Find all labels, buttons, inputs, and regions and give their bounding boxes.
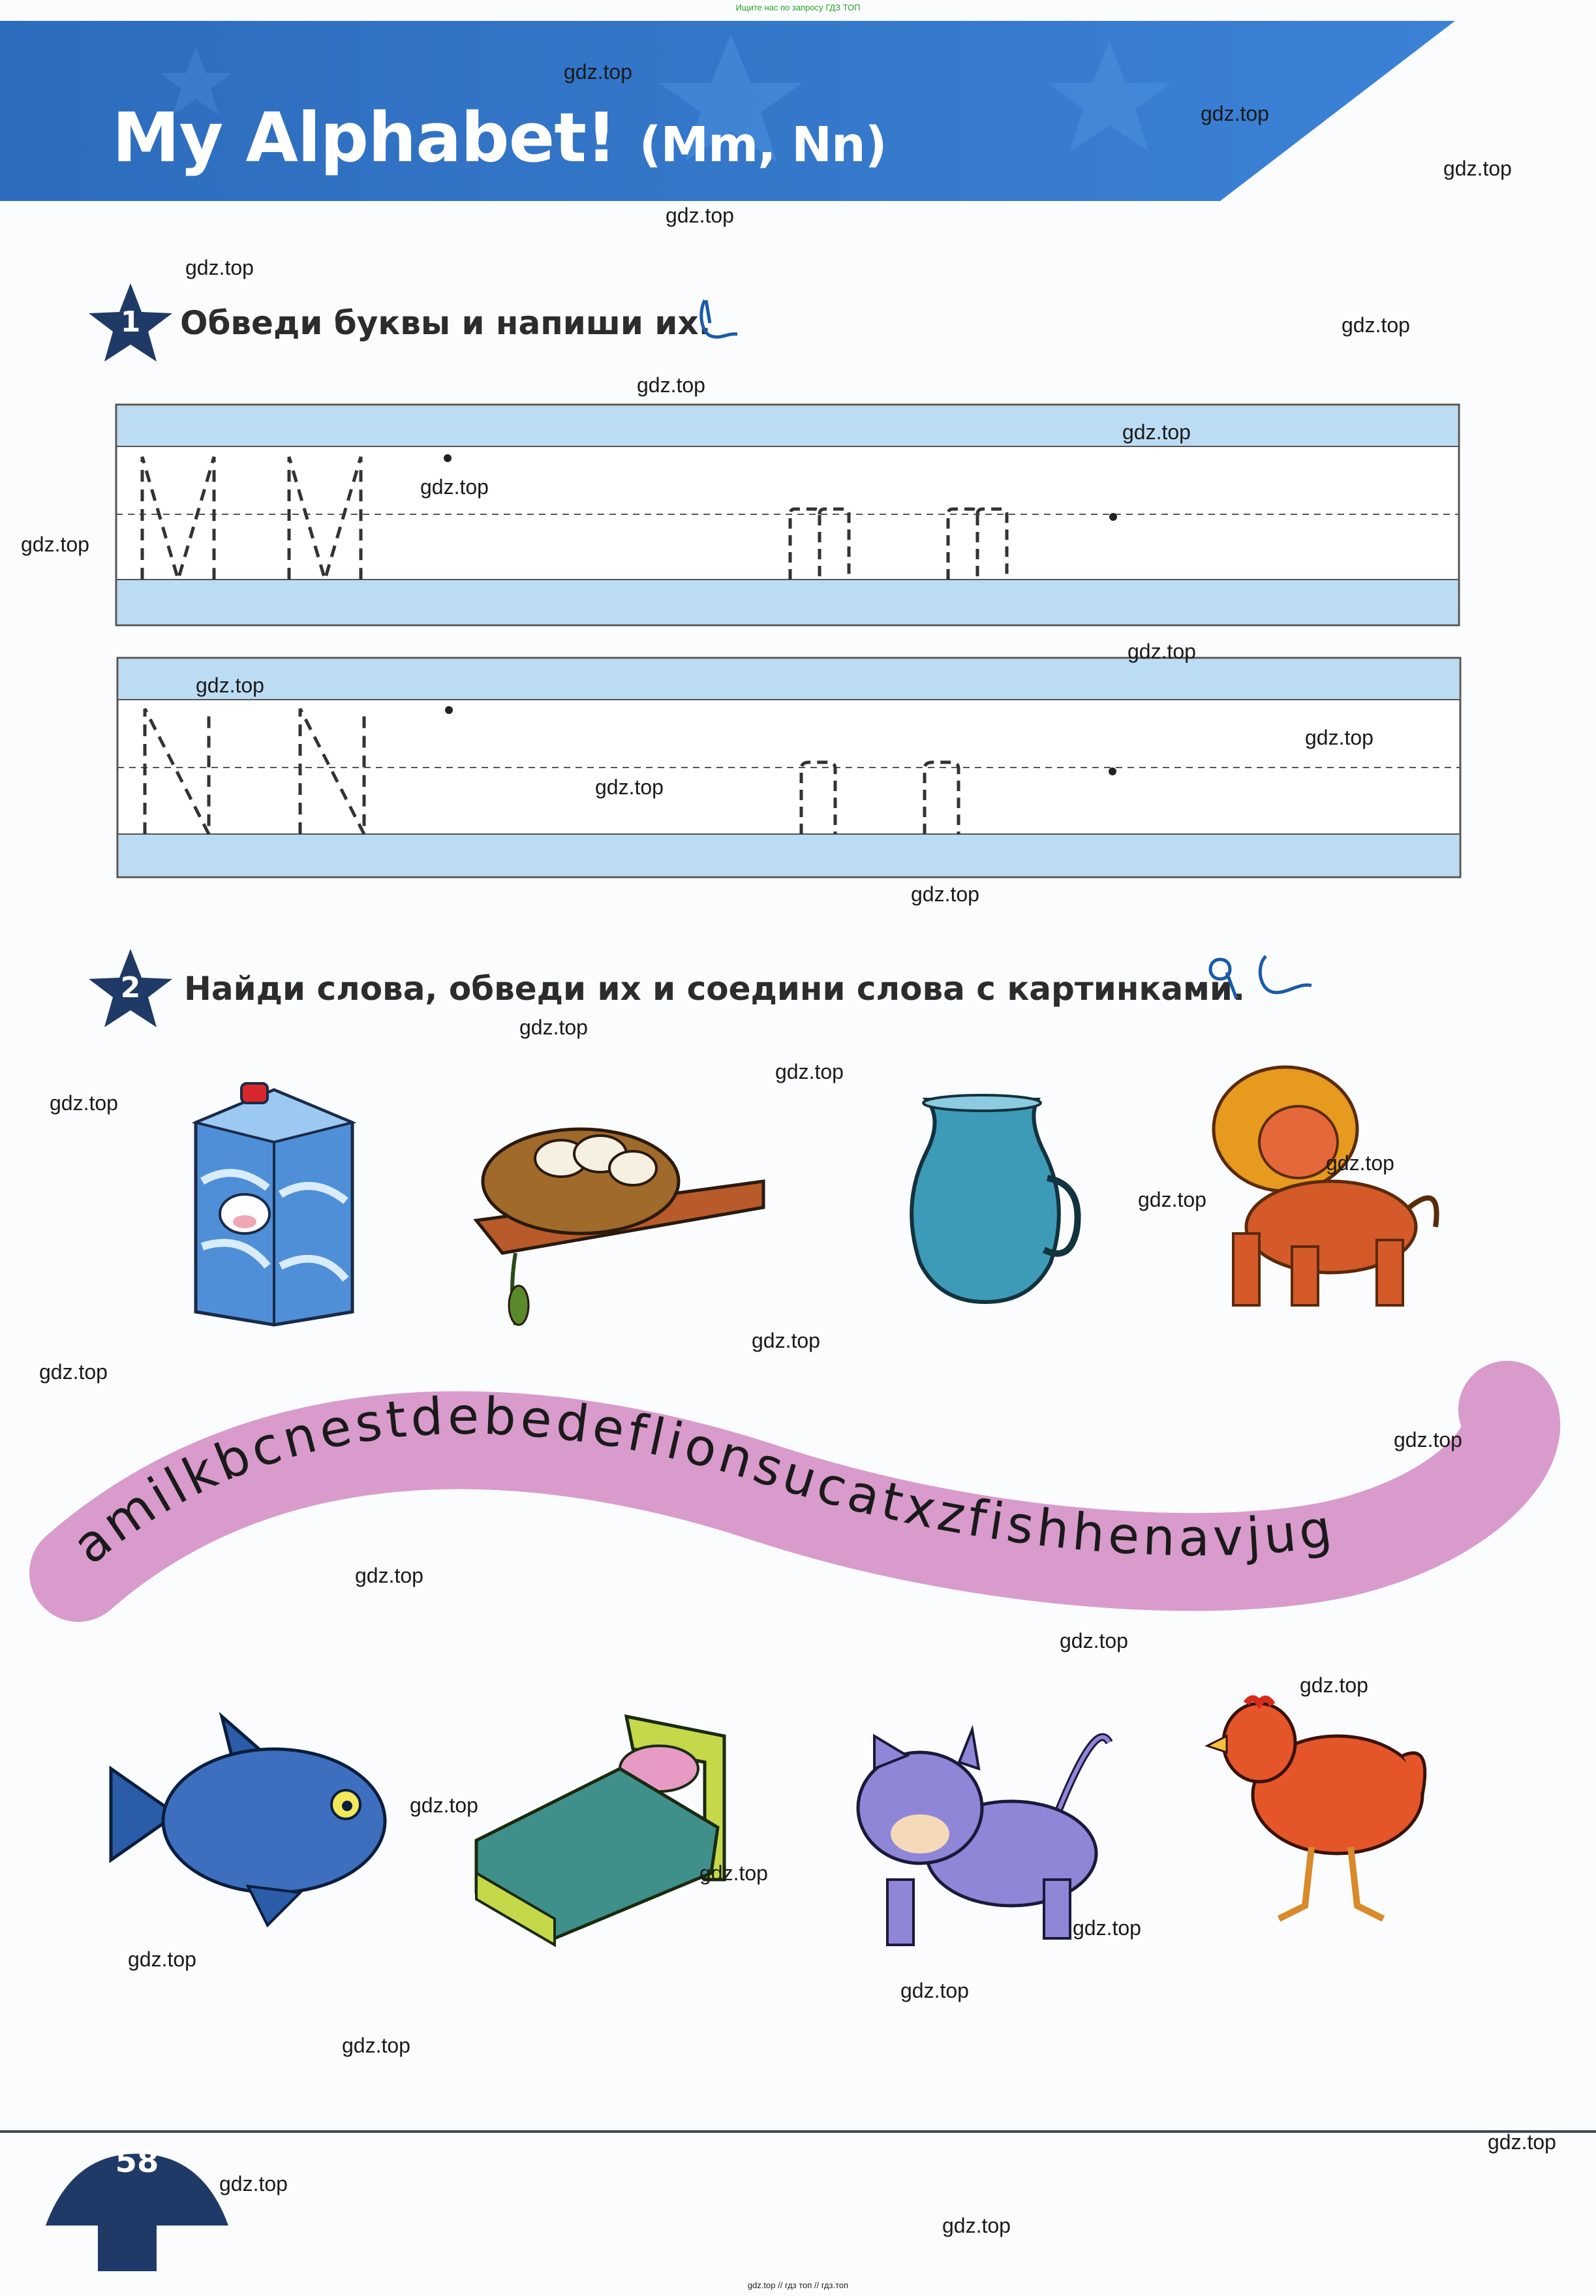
watermark: gdz.top (1073, 1916, 1141, 1940)
nest-picture[interactable] (463, 1109, 770, 1338)
hen-picture[interactable] (1207, 1697, 1435, 1932)
watermark: gdz.top (1128, 640, 1196, 663)
watermark: gdz.top (1326, 1151, 1394, 1175)
fish-picture[interactable] (104, 1703, 391, 1938)
letter-ribbon[interactable] (39, 1371, 1527, 1645)
watermark: gdz.top (50, 1091, 118, 1115)
page-title-letters: (Mm, Nn) (639, 117, 887, 173)
watermark: gdz.top (1300, 1673, 1368, 1697)
watermark: gdz.top (196, 674, 264, 697)
page-number: 58 (115, 2143, 159, 2180)
watermark: gdz.top (39, 1360, 108, 1384)
lion-picture[interactable] (1188, 1064, 1449, 1318)
task1-number: 1 (120, 305, 141, 339)
page-title (112, 98, 887, 178)
watermark: gdz.top (595, 775, 664, 799)
milk-carton-picture[interactable] (183, 1083, 365, 1325)
watermark: gdz.top (1394, 1428, 1462, 1451)
watermark: gdz.top (1201, 102, 1269, 125)
watermark: gdz.top (775, 1060, 844, 1083)
pen-icon (692, 294, 770, 346)
task1-badge (85, 279, 176, 373)
watermark: gdz.top (420, 475, 489, 499)
watermark: gdz.top (1138, 1188, 1206, 1211)
writing-row-m[interactable] (116, 405, 1460, 627)
page-title-main: My Alphabet! (112, 98, 617, 178)
watermark: gdz.top (564, 60, 632, 84)
watermark: gdz.top (1488, 2130, 1556, 2154)
task2-number: 2 (120, 971, 141, 1004)
watermark: gdz.top (185, 256, 254, 279)
watermark: gdz.top (942, 2214, 1011, 2237)
watermark: gdz.top (1060, 1629, 1128, 1652)
bed-picture[interactable] (463, 1710, 737, 1951)
watermark: gdz.top (410, 1793, 478, 1817)
footer-decor (0, 2128, 1596, 2291)
watermark: gdz.top (219, 2172, 288, 2195)
watermark: gdz.top (1443, 157, 1512, 180)
pencil-icon (1207, 946, 1338, 1005)
task2-instruction: Найди слова, обведи их и соедини слова с картинками. (184, 970, 1245, 1008)
watermark: gdz.top (637, 373, 705, 397)
top-note: Ищите нас по запросу ГДЗ ТОП (735, 3, 861, 12)
watermark: gdz.top (1342, 313, 1410, 337)
bottom-note: gdz.top // гдз топ // гдз.топ (747, 2280, 849, 2290)
watermark: gdz.top (1122, 420, 1191, 444)
watermark: gdz.top (21, 533, 89, 556)
watermark: gdz.top (699, 1861, 768, 1885)
watermark: gdz.top (911, 882, 979, 906)
task2-badge (85, 945, 176, 1039)
watermark: gdz.top (355, 1564, 423, 1587)
watermark: gdz.top (752, 1329, 820, 1352)
watermark: gdz.top (128, 1947, 196, 1971)
watermark: gdz.top (1305, 726, 1373, 749)
watermark: gdz.top (342, 2034, 410, 2057)
letter-string: amilkbcnestdebedeflionsucatxzfishhenavjug (61, 1387, 1340, 1576)
watermark: gdz.top (666, 204, 734, 227)
watermark: gdz.top (519, 1016, 588, 1039)
watermark: gdz.top (900, 1979, 969, 2002)
writing-row-n[interactable] (117, 658, 1462, 880)
jug-picture[interactable] (887, 1093, 1090, 1309)
task1-instruction: Обведи буквы и напиши их. (180, 304, 711, 342)
cat-picture[interactable] (848, 1703, 1122, 1951)
